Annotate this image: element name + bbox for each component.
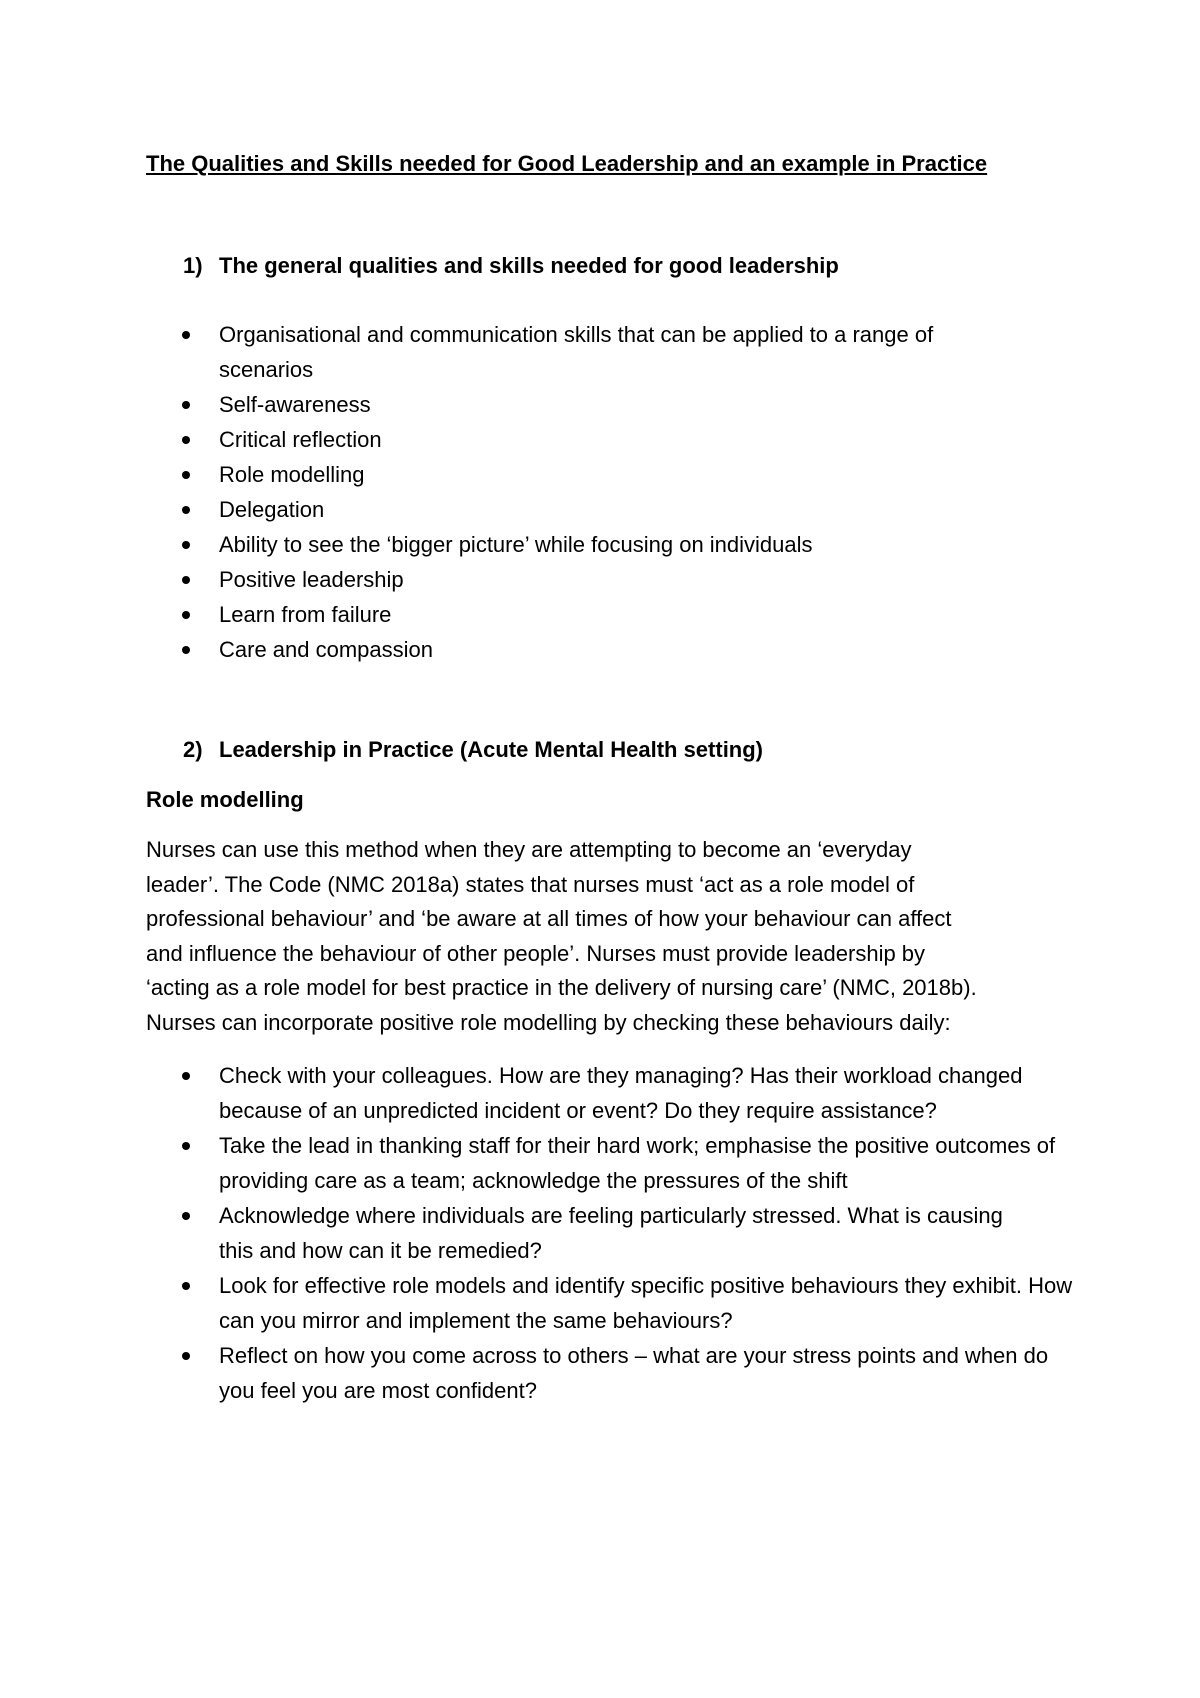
list-item: Look for effective role models and identify specific positive behaviours they exhibit. How can you mirror and implement the same behaviours?: [219, 1268, 1079, 1338]
bullet-icon: [182, 611, 190, 619]
paragraph-line: leader’. The Code (NMC 2018a) states that nurses must ‘act as a role model of: [146, 871, 915, 897]
bullet-icon: [182, 646, 190, 654]
list-item: Role modelling: [219, 457, 1099, 492]
list-item: Reflect on how you come across to others – what are your stress points and when do you feel you are most confident?: [219, 1338, 1069, 1408]
bullet-icon: [182, 331, 190, 339]
qualities-list: [219, 317, 1099, 667]
list-item: Acknowledge where individuals are feeling particularly stressed. What is causing this and how can it be remedied?: [219, 1198, 1009, 1268]
bullet-icon: [182, 1072, 190, 1080]
list-item: Critical reflection: [219, 422, 1099, 457]
list-item: Check with your colleagues. How are they managing? Has their workload changed because of an unpredicted incident or event? Do they require assistance?: [219, 1058, 1069, 1128]
bullet-icon: [182, 401, 190, 409]
list-item: Self-awareness: [219, 387, 1099, 422]
paragraph-line: Nurses can use this method when they are attempting to become an ‘everyday: [146, 837, 912, 862]
bullet-icon: [182, 576, 190, 584]
bullet-icon: [182, 436, 190, 444]
section-2-heading-text: Leadership in Practice (Acute Mental Health setting): [219, 737, 764, 762]
list-item: Delegation: [219, 492, 1099, 527]
list-item: Organisational and communication skills that can be applied to a range of scenarios: [219, 317, 1019, 387]
section-2-number: 2): [183, 737, 203, 762]
bullet-icon: [182, 471, 190, 479]
section-2-heading: [183, 736, 763, 764]
role-modelling-subheading: Role modelling: [146, 787, 304, 812]
section-1-number: 1): [183, 253, 203, 278]
behaviours-list: [219, 1058, 1073, 1408]
paragraph-line: ‘acting as a role model for best practice in the delivery of nursing care’ (NMC, 2018b).: [146, 975, 977, 1000]
bullet-icon: [182, 1282, 190, 1290]
list-item: Learn from failure: [219, 597, 1099, 632]
paragraph-line: and influence the behaviour of other people’. Nurses must provide leadership by: [146, 940, 926, 966]
bullet-icon: [182, 541, 190, 549]
list-item: Ability to see the ‘bigger picture’ while focusing on individuals: [219, 527, 1099, 562]
bullet-icon: [182, 1352, 190, 1360]
paragraph-line: Nurses can incorporate positive role modelling by checking these behaviours daily:: [146, 1009, 951, 1035]
bullet-icon: [182, 1142, 190, 1150]
list-item: Care and compassion: [219, 632, 1099, 667]
role-modelling-paragraph: [146, 833, 1066, 1040]
paragraph-line: professional behaviour’ and ‘be aware at all times of how your behaviour can affect: [146, 906, 952, 931]
section-1-heading: [183, 252, 839, 280]
document-title: The Qualities and Skills needed for Good Leadership and an example in Practice: [146, 151, 988, 176]
section-1-heading-text: The general qualities and skills needed for good leadership: [219, 253, 839, 278]
bullet-icon: [182, 506, 190, 514]
list-item: Take the lead in thanking staff for their hard work; emphasise the positive outcomes of providing care as a team; acknowledge the pressures of the shift: [219, 1128, 1079, 1198]
bullet-icon: [182, 1212, 190, 1220]
list-item: Positive leadership: [219, 562, 1099, 597]
